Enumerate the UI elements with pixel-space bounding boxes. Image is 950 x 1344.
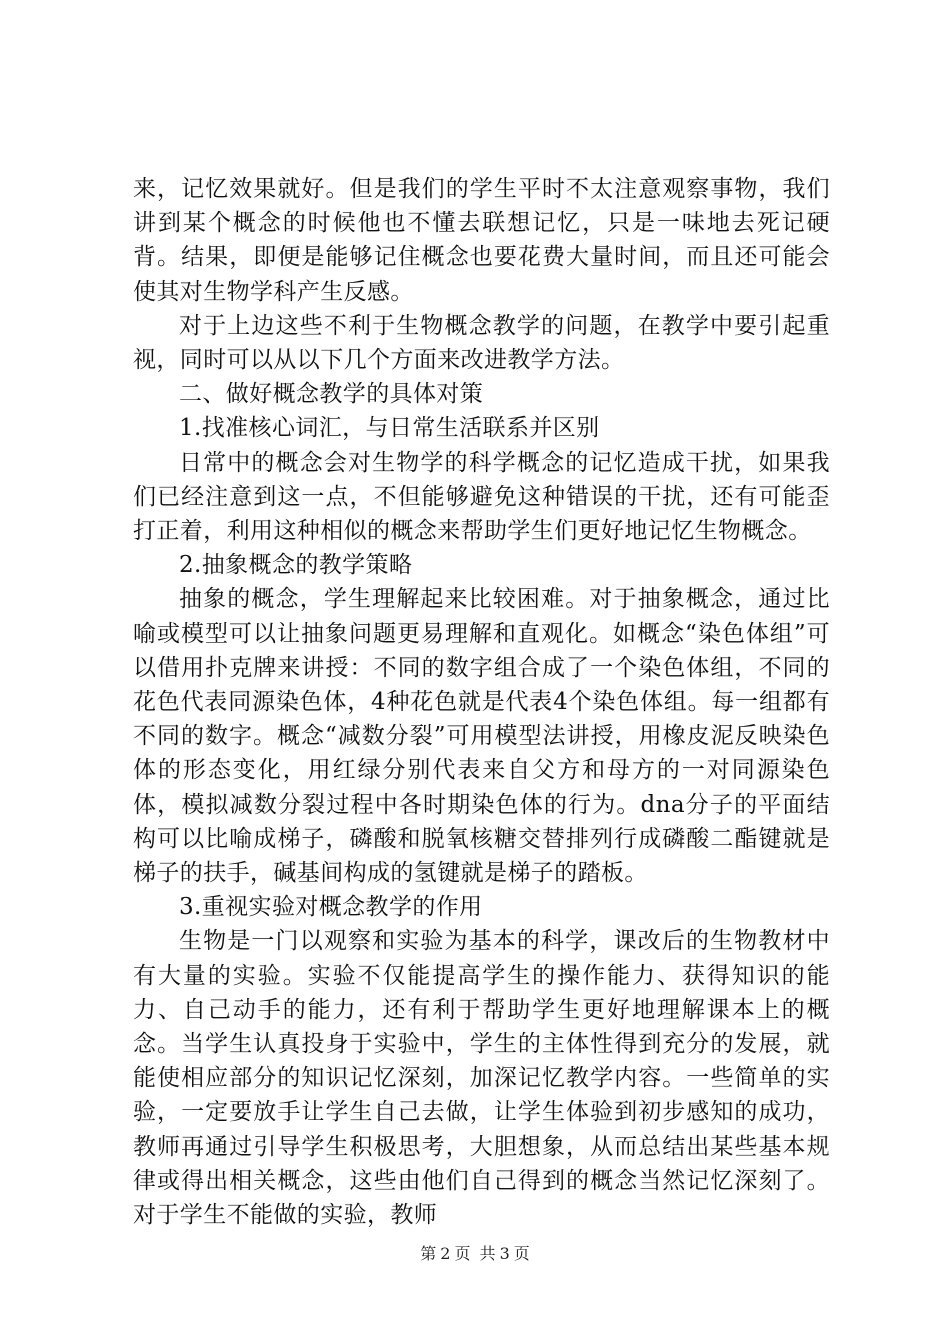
footer-page-prefix: 第 <box>420 1244 437 1263</box>
paragraph-continuation: 来，记忆效果就好。但是我们的学生平时不太注意观察事物，我们讲到某个概念的时候他也不懂去联想记忆，只是一味地去死记硬背。结果，即便是能够记住概念也要花费大量时间，而且还可能会使其对生物学科产生反感。 <box>133 176 830 305</box>
footer-total-prefix: 共 <box>479 1244 496 1263</box>
section-heading: 二、做好概念教学的具体对策 <box>179 381 484 408</box>
subsection-heading-2: 2.抽象概念的教学策略 <box>179 552 413 579</box>
paragraph-1: 日常中的概念会对生物学的科学概念的记忆造成干扰，如果我们已经注意到这一点，不但能够避免这种错误的干扰，还有可能歪打正着，利用这种相似的概念来帮助学生们更好地记忆生物概念。 <box>133 449 830 545</box>
subsection-heading-1: 1.找准核心词汇，与日常生活联系并区别 <box>179 415 600 442</box>
subsection-heading-3: 3.重视实验对概念教学的作用 <box>179 894 483 921</box>
footer-page-number: 2 <box>440 1244 451 1263</box>
paragraph-intro: 对于上边这些不利于生物概念教学的问题，在教学中要引起重视，同时可以从以下几个方面来改进教学方法。 <box>133 312 830 374</box>
page-footer <box>0 1244 950 1264</box>
paragraph-2: 抽象的概念，学生理解起来比较困难。对于抽象概念，通过比喻或模型可以让抽象问题更易理解和直观化。如概念“染色体组”可以借用扑克牌来讲授：不同的数字组合成了一个染色体组，不同的花色代表同源染色体，4种花色就是代表4个染色体组。每一组都有不同的数字。概念“减数分裂”可用模型法讲授，用橡皮泥反映染色体的形态变化，用红绿分别代表来自父方和母方的一对同源染色体，模拟减数分裂过程中各时期染色体的行为。dna分子的平面结构可以比喻成梯子，磷酸和脱氧核糖交替排列行成磷酸二酯键就是梯子的扶手，碱基间构成的氢键就是梯子的踏板。 <box>133 586 830 887</box>
paragraph-3: 生物是一门以观察和实验为基本的科学，课改后的生物教材中有大量的实验。实验不仅能提高学生的操作能力、获得知识的能力、自己动手的能力，还有利于帮助学生更好地理解课本上的概念。当学生认真投身于实验中，学生的主体性得到充分的发展，就能使相应部分的知识记忆深刻，加深记忆教学内容。一些简单的实验，一定要放手让学生自己去做，让学生体验到初步感知的成功，教师再通过引导学生积极思考，大胆想象，从而总结出某些基本规律或得出相关概念，这些由他们自己得到的概念当然记忆深刻了。对于学生不能做的实验，教师 <box>133 928 830 1229</box>
document-body <box>133 172 830 1232</box>
footer-total-unit: 页 <box>513 1244 530 1263</box>
footer-total-pages: 3 <box>499 1244 510 1263</box>
footer-page-unit: 页 <box>454 1244 471 1263</box>
